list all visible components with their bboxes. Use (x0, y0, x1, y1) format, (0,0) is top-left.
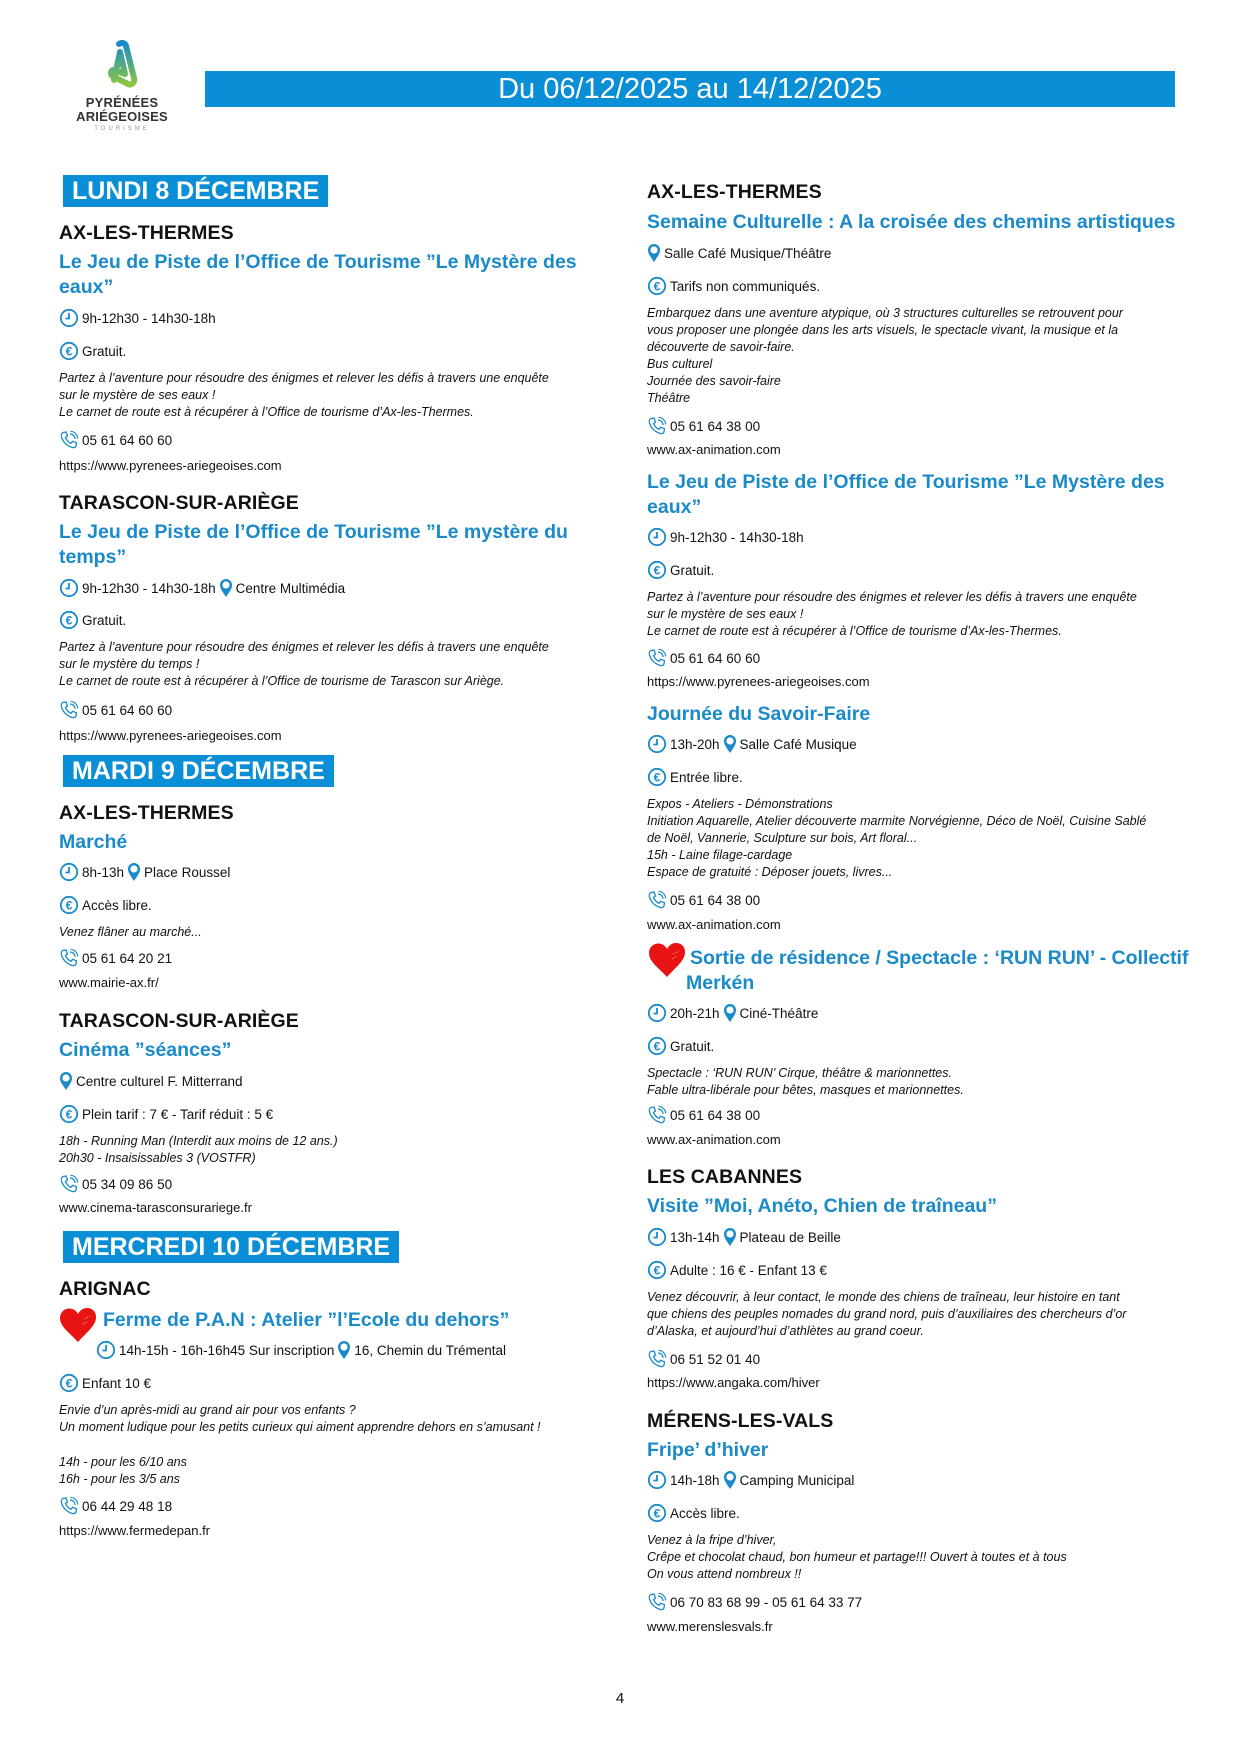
event-description (647, 1065, 1187, 1099)
euro-icon (647, 1036, 667, 1056)
location-pin-icon (723, 734, 737, 754)
city-heading: TARASCON-SUR-ARIÈGE (59, 492, 299, 514)
event-title[interactable] (59, 250, 599, 300)
event-time: 9h-12h30 - 14h30-18h (82, 580, 216, 596)
brand-logo (62, 40, 182, 140)
event-price: Accès libre. (82, 897, 152, 913)
event-price-row (59, 1373, 599, 1393)
event-place: Centre Multimédia (235, 580, 346, 596)
city-heading: AX-LES-THERMES (647, 181, 822, 203)
description-line: d’Alaska, et aujourd’hui d’athlètes au grand coeur. (647, 1324, 924, 1338)
event-url[interactable]: www.ax-animation.com (647, 917, 781, 932)
event-title[interactable]: Marché (59, 831, 128, 853)
description-line: Venez découvrir, à leur contact, le monde des chiens de traîneau, leur histoire en tant (647, 1290, 1120, 1304)
event-title-line: Sortie de résidence / Spectacle : ‘RUN RUN’ - Collectif (690, 947, 1189, 969)
event-price: Plein tarif : 7 € - Tarif réduit : 5 € (82, 1106, 274, 1122)
clock-icon (647, 1227, 667, 1247)
event-phone-row (59, 1174, 599, 1194)
event-title[interactable]: Journée du Savoir-Faire (647, 703, 871, 725)
clock-icon (59, 862, 79, 882)
event-phone[interactable]: 06 44 29 48 18 (82, 1498, 173, 1514)
event-time: 14h-18h (670, 1472, 720, 1488)
event-time-row (647, 1470, 1187, 1490)
event-phone[interactable]: 05 61 64 38 00 (670, 892, 761, 908)
clock-icon (647, 734, 667, 754)
event-description (59, 1402, 599, 1436)
event-phone-row (647, 890, 1187, 910)
event-price: Gratuit. (670, 1038, 715, 1054)
event-url[interactable]: www.mairie-ax.fr/ (59, 975, 159, 990)
event-phone[interactable]: 05 61 64 20 21 (82, 950, 173, 966)
event-price: Gratuit. (82, 612, 127, 628)
event-title-line: Merkén (686, 972, 755, 994)
description-line: Théâtre (647, 391, 691, 405)
description-line: Fable ultra-libérale pour bêtes, masques et marionnettes. (647, 1083, 964, 1097)
event-title[interactable]: Semaine Culturelle : A la croisée des chemins artistiques (647, 211, 1176, 233)
description-line: Venez flâner au marché... (59, 925, 202, 939)
event-place: Ciné-Théâtre (739, 1005, 819, 1021)
description-line: Initiation Aquarelle, Atelier découverte marmite Norvégienne, Déco de Noël, Cuisine Sablé (647, 814, 1147, 828)
euro-icon (59, 610, 79, 630)
description-line: Crêpe et chocolat chaud, bon humeur et partage!!! Ouvert à toutes et à tous (647, 1550, 1067, 1564)
logo-text-line3: TOURISME (94, 126, 150, 132)
day-header-mardi: MARDI 9 DÉCEMBRE (63, 755, 334, 787)
event-price-row (59, 895, 599, 915)
event-phone[interactable]: 05 61 64 60 60 (670, 650, 761, 666)
location-pin-icon (723, 1470, 737, 1490)
day-header-mercredi: MERCREDI 10 DÉCEMBRE (63, 1231, 399, 1263)
description-line: de Noël, Vannerie, Sculpture sur bois, Art floral... (647, 831, 918, 845)
euro-icon (59, 1104, 79, 1124)
phone-icon (647, 1592, 667, 1612)
event-price: Tarifs non communiqués. (670, 278, 821, 294)
event-phone-row (647, 1105, 1187, 1125)
event-phone-row (647, 1349, 1187, 1369)
description-line: Le carnet de route est à récupérer à l’Office de tourisme d’Ax-les-Thermes. (647, 624, 1062, 638)
event-time: 14h-15h - 16h-16h45 Sur inscription (119, 1342, 335, 1358)
description-line: 16h - pour les 3/5 ans (59, 1472, 180, 1486)
event-phone[interactable]: 05 61 64 38 00 (670, 418, 761, 434)
event-description (647, 589, 1187, 640)
phone-icon (59, 1496, 79, 1516)
event-place: Place Roussel (144, 864, 231, 880)
location-pin-icon (127, 862, 141, 882)
event-phone-row (59, 1496, 599, 1516)
event-title[interactable] (647, 470, 1187, 520)
event-description (647, 796, 1187, 881)
event-time-row (647, 1227, 1187, 1247)
description-line: sur le mystère du temps ! (59, 657, 200, 671)
event-title-line: Le Jeu de Piste de l’Office de Tourisme ”Le Mystère des (59, 251, 577, 273)
event-description (59, 924, 599, 941)
event-phone-row (59, 700, 599, 720)
event-place: Camping Municipal (739, 1472, 855, 1488)
city-heading: AX-LES-THERMES (59, 222, 234, 244)
event-title-line: Le Jeu de Piste de l’Office de Tourisme ”Le Mystère des (647, 471, 1165, 493)
phone-icon (647, 1105, 667, 1125)
heart-icon (58, 1307, 98, 1343)
event-url[interactable]: www.ax-animation.com (647, 1132, 781, 1147)
description-line: Envie d’un après-midi au grand air pour vos enfants ? (59, 1403, 356, 1417)
event-title-line: Le Jeu de Piste de l’Office de Tourisme ”Le mystère du (59, 521, 568, 543)
event-price: Gratuit. (670, 562, 715, 578)
event-place-row (647, 243, 1187, 263)
description-line: Spectacle : ‘RUN RUN’ Cirque, théâtre & marionnettes. (647, 1066, 952, 1080)
event-title[interactable]: Visite ”Moi, Anéto, Chien de traîneau” (647, 1195, 997, 1217)
event-price: Accès libre. (670, 1505, 740, 1521)
event-title[interactable]: Cinéma ”séances” (59, 1039, 232, 1061)
event-place: 16, Chemin du Trémental (354, 1342, 506, 1358)
description-line: Embarquez dans une aventure atypique, où 3 structures culturelles se retrouvent pour (647, 306, 1123, 320)
event-phone[interactable]: 05 61 64 60 60 (82, 432, 173, 448)
description-line: Un moment ludique pour les petits curieux qui aiment apprendre dehors en s’amusant ! (59, 1420, 541, 1434)
event-time: 13h-14h (670, 1229, 720, 1245)
location-pin-icon (723, 1227, 737, 1247)
city-heading: LES CABANNES (647, 1166, 803, 1188)
description-line: découverte de savoir-faire. (647, 340, 795, 354)
phone-icon (647, 416, 667, 436)
logo-mark-icon (62, 40, 182, 92)
description-line: sur le mystère de ses eaux ! (59, 388, 216, 402)
event-price: Adulte : 16 € - Enfant 13 € (670, 1262, 827, 1278)
heart-icon (647, 942, 687, 978)
description-line: Le carnet de route est à récupérer à l’Office de tourisme de Tarascon sur Ariège. (59, 674, 505, 688)
description-line: Partez à l’aventure pour résoudre des énigmes et relever les défis à travers une enquête (647, 590, 1137, 604)
event-price-row (647, 1036, 1187, 1056)
date-range-banner: Du 06/12/2025 au 14/12/2025 (205, 71, 1175, 107)
city-heading: ARIGNAC (59, 1278, 151, 1300)
event-price-row (647, 1503, 1187, 1523)
euro-icon (59, 1373, 79, 1393)
clock-icon (59, 578, 79, 598)
event-price: Enfant 10 € (82, 1375, 152, 1391)
description-line: Expos - Ateliers - Démonstrations (647, 797, 833, 811)
event-time-row (647, 527, 1187, 547)
event-url[interactable]: https://www.fermedepan.fr (59, 1523, 211, 1538)
phone-icon (59, 948, 79, 968)
event-phone-row (647, 416, 1187, 436)
clock-icon (647, 527, 667, 547)
location-pin-icon (219, 578, 233, 598)
description-line: Journée des savoir-faire (647, 374, 781, 388)
euro-icon (647, 1503, 667, 1523)
event-price-row (59, 610, 599, 630)
event-description (647, 1289, 1187, 1340)
event-description (59, 370, 599, 421)
event-title-line: temps” (59, 546, 127, 568)
logo-text-line1: PYRÉNÉES (85, 95, 159, 110)
event-time-row (647, 734, 1187, 754)
event-price-row (59, 1104, 599, 1124)
event-title-line: eaux” (647, 496, 702, 518)
description-line: Le carnet de route est à récupérer à l’Office de tourisme d’Ax-les-Thermes. (59, 405, 474, 419)
event-time-row (59, 862, 599, 882)
event-url[interactable]: www.cinema-tarasconsurariege.fr (59, 1200, 252, 1215)
euro-icon (59, 341, 79, 361)
clock-icon (647, 1470, 667, 1490)
phone-icon (59, 700, 79, 720)
event-price-row (647, 767, 1187, 787)
event-price: Gratuit. (82, 343, 127, 359)
phone-icon (647, 1349, 667, 1369)
event-price-row (59, 341, 599, 361)
description-line: Bus culturel (647, 357, 713, 371)
clock-icon (59, 308, 79, 328)
event-description (647, 305, 1187, 407)
euro-icon (647, 1260, 667, 1280)
phone-icon (647, 890, 667, 910)
event-title[interactable] (686, 946, 1190, 996)
event-phone-row (647, 1592, 1187, 1612)
description-line: 18h - Running Man (Interdit aux moins de 12 ans.) (59, 1134, 338, 1148)
event-phone[interactable]: 05 34 09 86 50 (82, 1176, 173, 1192)
event-price-row (647, 1260, 1187, 1280)
description-line: que chiens des peuples nomades du grand nord, puis d’auxiliaires des chercheurs d’or (647, 1307, 1127, 1321)
event-time-row (59, 578, 599, 598)
event-price-row (647, 560, 1187, 580)
event-place: Centre culturel F. Mitterrand (76, 1073, 243, 1089)
event-phone-row (647, 648, 1187, 668)
event-place: Plateau de Beille (739, 1229, 841, 1245)
description-line: 15h - Laine filage-cardage (647, 848, 793, 862)
euro-icon (647, 560, 667, 580)
phone-icon (59, 430, 79, 450)
event-time: 9h-12h30 - 14h30-18h (670, 529, 804, 545)
page-number: 4 (615, 1690, 625, 1707)
event-url[interactable]: https://www.pyrenees-ariegeoises.com (59, 458, 282, 473)
phone-icon (647, 648, 667, 668)
event-phone[interactable]: 06 51 52 01 40 (670, 1351, 761, 1367)
description-line: vous proposer une plongée dans les arts visuels, le spectacle vivant, la musique et la (647, 323, 1119, 337)
description-line: sur le mystère de ses eaux ! (647, 607, 804, 621)
event-place: Salle Café Musique (739, 736, 857, 752)
event-price: Entrée libre. (670, 769, 743, 785)
location-pin-icon (723, 1003, 737, 1023)
event-url[interactable]: www.ax-animation.com (647, 442, 781, 457)
event-description (647, 1532, 1187, 1583)
event-title[interactable]: Fripe’ d’hiver (647, 1439, 769, 1461)
event-time: 13h-20h (670, 736, 720, 752)
event-phone[interactable]: 06 70 83 68 99 - 05 61 64 33 77 (670, 1594, 863, 1610)
location-pin-icon (59, 1071, 73, 1091)
description-line: 14h - pour les 6/10 ans (59, 1455, 187, 1469)
clock-icon (647, 1003, 667, 1023)
event-time: 9h-12h30 - 14h30-18h (82, 310, 216, 326)
event-phone[interactable]: 05 61 64 60 60 (82, 702, 173, 718)
event-description (59, 1133, 599, 1167)
event-description (59, 639, 599, 690)
event-time-row (96, 1340, 506, 1360)
logo-text-line2: ARIÉGEOISES (76, 109, 168, 124)
event-phone-row (59, 430, 599, 450)
euro-icon (647, 767, 667, 787)
event-time: 20h-21h (670, 1005, 720, 1021)
day-header-lundi: LUNDI 8 DÉCEMBRE (63, 175, 328, 207)
description-line: Venez à la fripe d’hiver, (647, 1533, 777, 1547)
event-url[interactable]: https://www.pyrenees-ariegeoises.com (59, 728, 282, 743)
event-time: 8h-13h (82, 864, 125, 880)
clock-icon (96, 1340, 116, 1360)
event-url[interactable]: https://www.angaka.com/hiver (647, 1375, 820, 1390)
description-line: On vous attend nombreux !! (647, 1567, 802, 1581)
event-time-row (59, 308, 599, 328)
event-phone-row (59, 948, 599, 968)
euro-icon (59, 895, 79, 915)
description-line: Partez à l’aventure pour résoudre des énigmes et relever les défis à travers une enquête (59, 640, 549, 654)
location-pin-icon (337, 1340, 351, 1360)
city-heading: AX-LES-THERMES (59, 802, 234, 824)
event-time-row (647, 1003, 1187, 1023)
description-line: Partez à l’aventure pour résoudre des énigmes et relever les défis à travers une enquête (59, 371, 549, 385)
event-title[interactable] (59, 520, 599, 570)
event-title-line: eaux” (59, 276, 114, 298)
city-heading: TARASCON-SUR-ARIÈGE (59, 1010, 299, 1032)
phone-icon (59, 1174, 79, 1194)
event-place-row (59, 1071, 599, 1091)
event-title[interactable]: Ferme de P.A.N : Atelier ”l’Ecole du dehors” (103, 1309, 510, 1331)
location-pin-icon (647, 243, 661, 263)
event-url[interactable]: www.merenslesvals.fr (647, 1619, 773, 1634)
event-url[interactable]: https://www.pyrenees-ariegeoises.com (647, 674, 870, 689)
event-place: Salle Café Musique/Théâtre (664, 245, 832, 261)
description-line: 20h30 - Insaisissables 3 (VOSTFR) (59, 1151, 256, 1165)
euro-icon (647, 276, 667, 296)
event-price-row (647, 276, 1187, 296)
event-phone[interactable]: 05 61 64 38 00 (670, 1107, 761, 1123)
description-line: Espace de gratuité : Déposer jouets, livres... (647, 865, 893, 879)
event-description (59, 1454, 599, 1488)
city-heading: MÉRENS-LES-VALS (647, 1410, 834, 1432)
